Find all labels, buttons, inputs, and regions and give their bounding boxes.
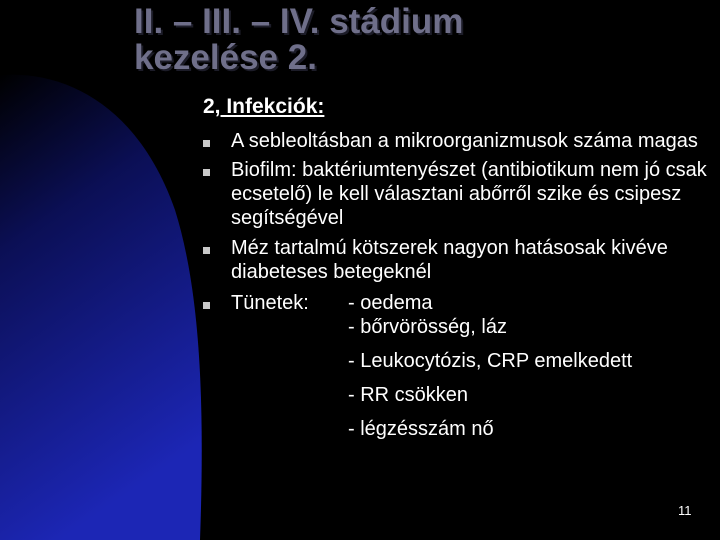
section-title: Infekciók: [220,95,325,118]
symptom-item: - RR csökken [348,384,469,406]
section-number: 2, [203,95,221,118]
page-number: 11 [678,503,692,518]
bullet-item [200,236,715,284]
bullet-text: Biofilm: baktériumtenyészet (antibiotikum nem jó csak ecsetelő) le kell választani abőrről szike és csipesz segítségével [231,159,707,229]
symptom-item: - légzésszám nő [348,418,494,440]
symptom-item: - oedema [348,292,433,314]
title-line-1: II. – III. – IV. stádium [134,2,464,41]
bullet-item [200,129,715,153]
slide-title [134,4,714,76]
symptom-item: - bőrvörösség, láz [348,316,507,338]
symptom-item: - Leukocytózis, CRP emelkedett [348,350,633,372]
square-bullet-icon [203,247,210,254]
bullet-item-symptoms [200,291,715,446]
symptoms-label: Tünetek: [231,292,309,314]
bullet-text: Méz tartalmú kötszerek nagyon hatásosak kivéve diabeteses betegeknél [231,237,668,283]
square-bullet-icon [203,302,210,309]
title-line-2: kezelése 2. [134,38,317,77]
symptom-list [348,291,632,446]
section-heading [203,93,324,121]
bullet-text: A sebleoltásban a mikroorganizmusok száma magas [231,130,698,152]
bullet-list [200,129,715,446]
square-bullet-icon [203,140,210,147]
square-bullet-icon [203,169,210,176]
bullet-item [200,158,715,230]
